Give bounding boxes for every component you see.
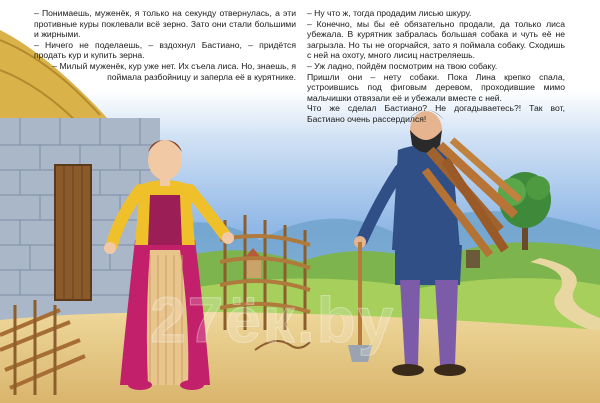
paragraph: – Понимаешь, муженёк, я только на секунду отвернулась, а эти противные куры поклевали всё зерно. Зато они стали большими и жирными. [34, 8, 296, 40]
watermark: 27ёк.by [150, 284, 396, 356]
paragraph: – Конечно, мы бы её обязательно продали, да только лиса убежала. В курятник забралась большая собака и чуть её не загрызла. Но ты не огорчайся, зато я поймала собаку. Сходишь с ней на охоту, много лисиц настреляешь. [307, 18, 565, 61]
paragraph: – Ну что ж, тогда продадим лисью шкуру. [307, 8, 472, 18]
paragraph: Что же сделал Бастиано? Не догадываетесь?! Так вот, Бастиано очень рассердился! [307, 103, 565, 124]
right-text-column [307, 8, 565, 125]
paragraph: – Уж ладно, пойдём посмотрим на твою собаку. [307, 60, 498, 71]
left-text-column [34, 8, 296, 82]
paragraph: – Ничего не поделаешь, – вздохнул Бастиано, – придётся продать кур и купить зерна. [34, 39, 296, 61]
paragraph: Пришли они – нету собаки. Пока Лина крепко спала, устроившись под фиговым деревом, проходившие мимо мальчишки отвязали её и убежали вместе с ней. [307, 71, 565, 103]
paragraph: – Милый муженёк, кур уже нет. Их съела лиса. Но, знаешь, я поймала разбойницу и заперла её в курятнике. [52, 60, 296, 82]
